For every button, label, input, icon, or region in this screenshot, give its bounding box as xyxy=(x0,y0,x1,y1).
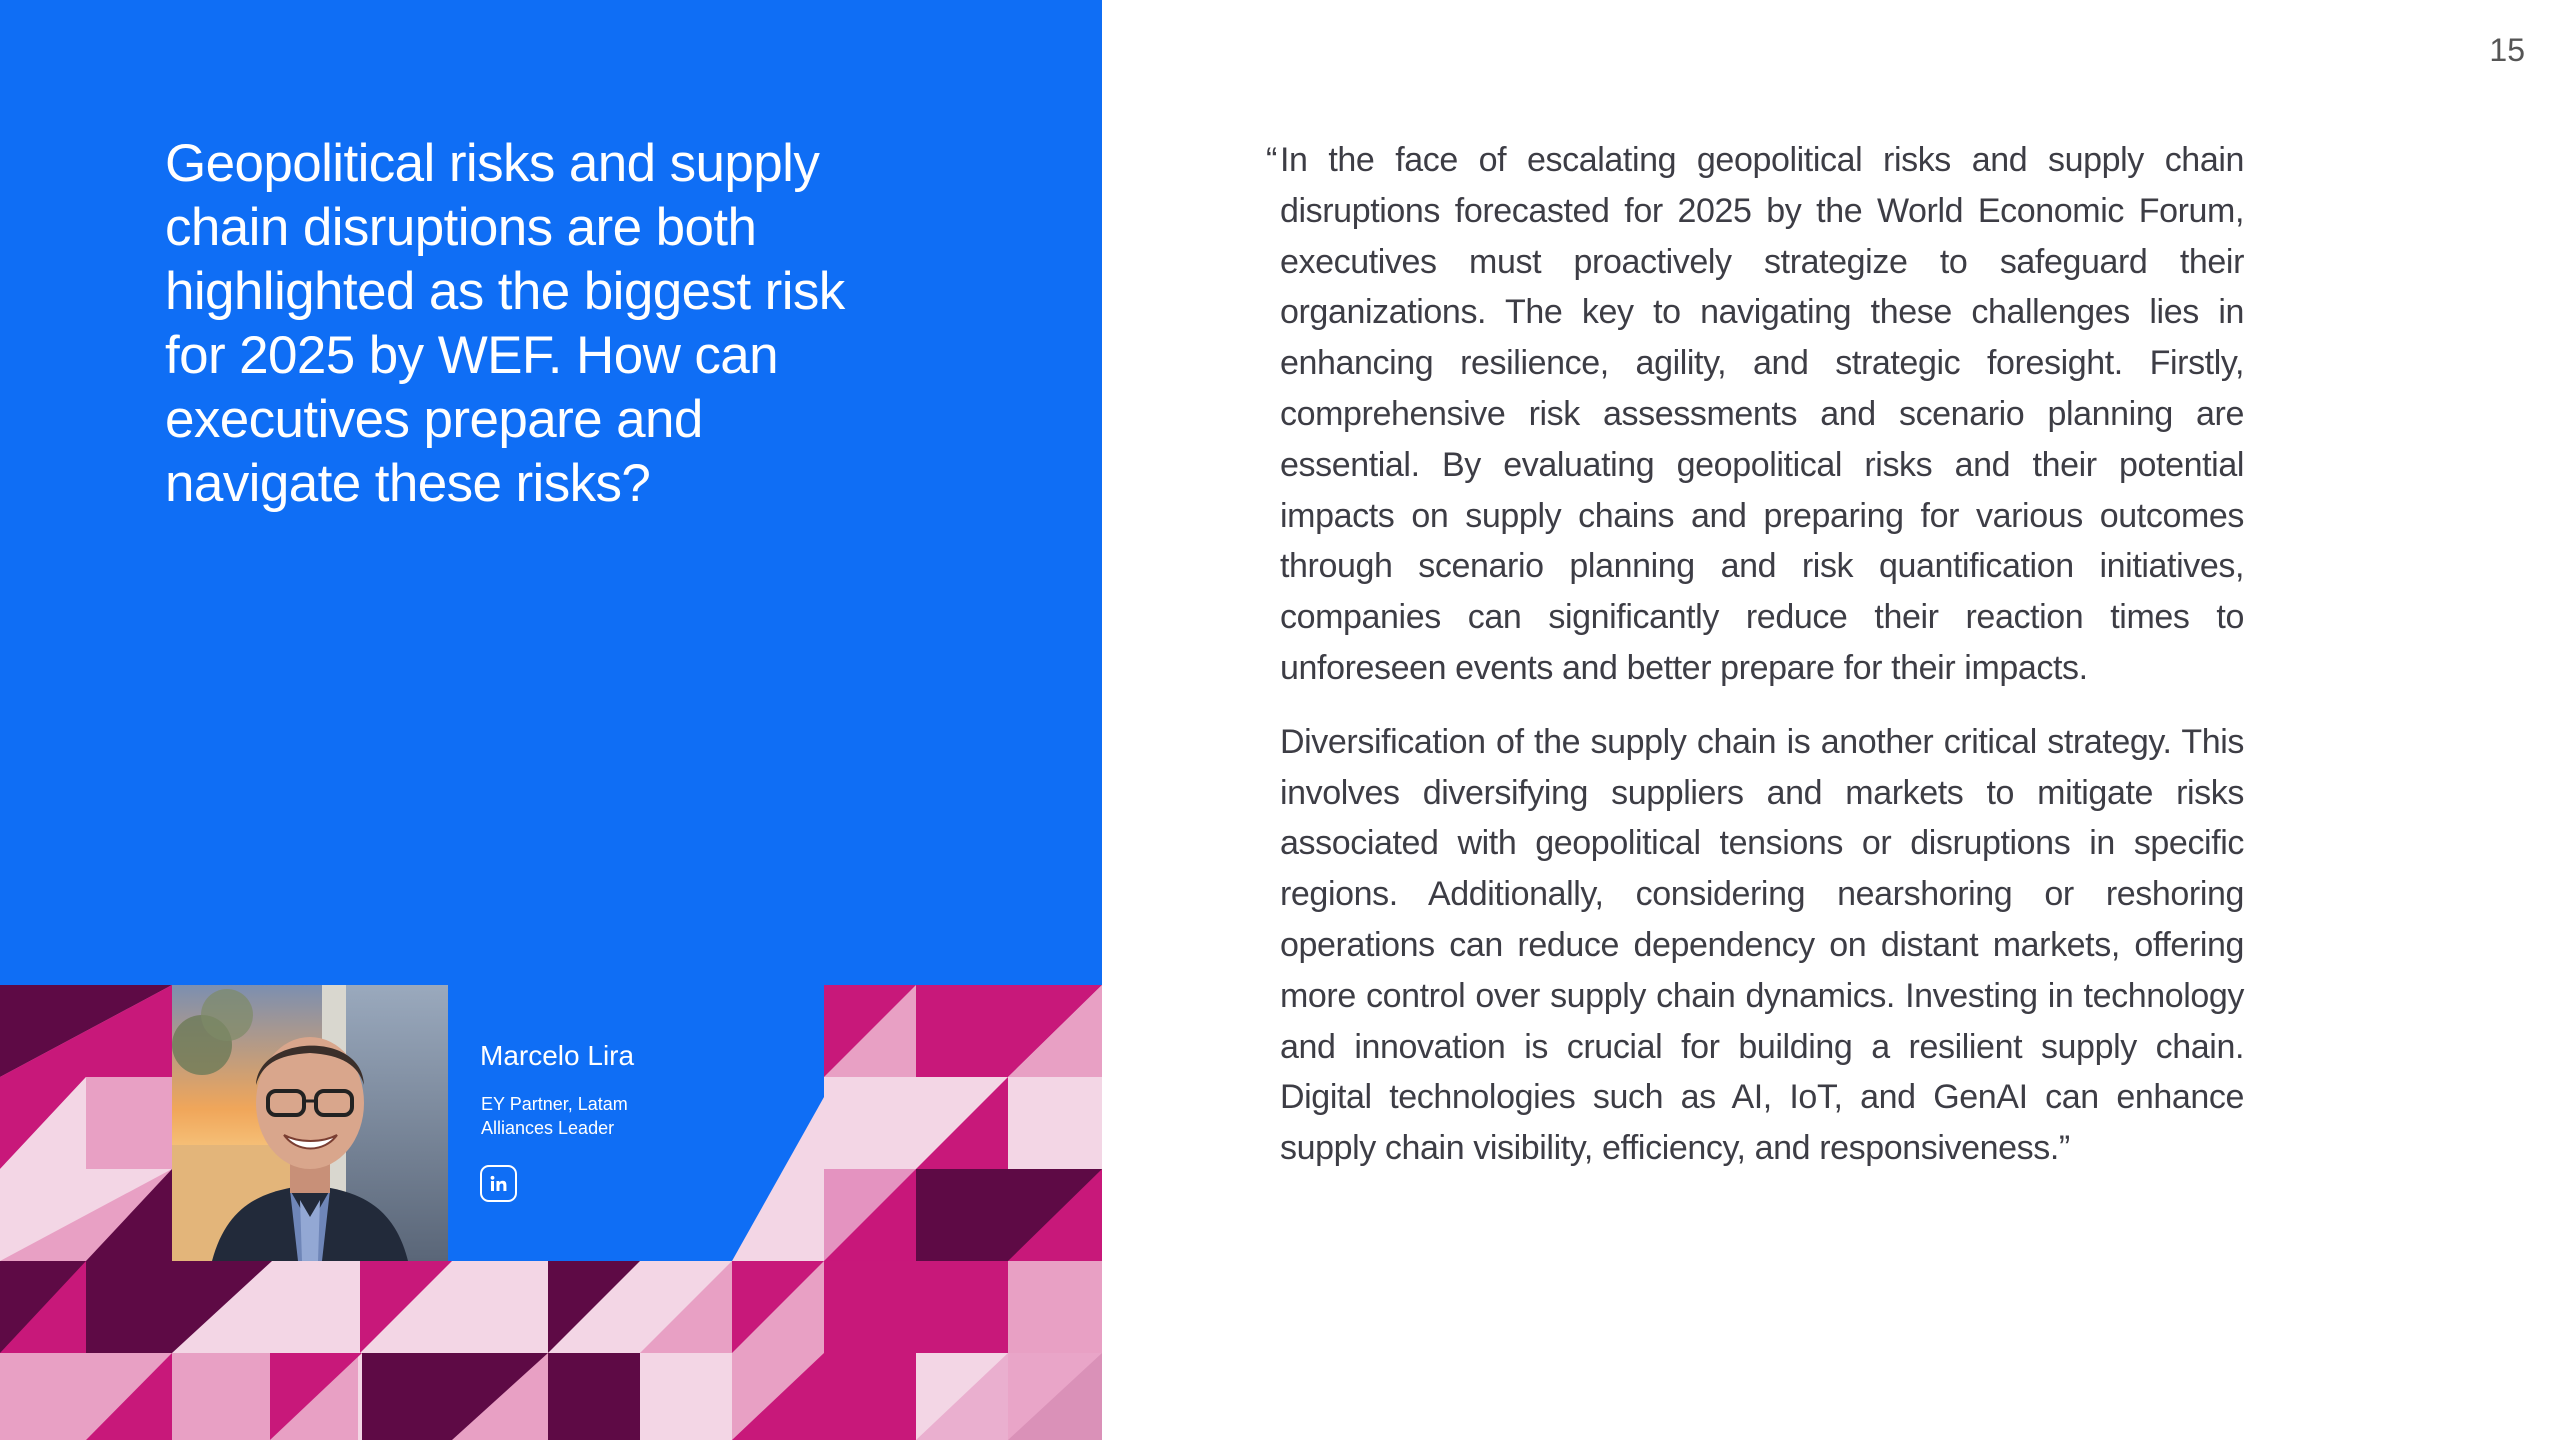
quote-open-mark: “ xyxy=(1266,141,1277,179)
linkedin-glyph xyxy=(489,1174,509,1194)
linkedin-icon[interactable] xyxy=(480,1165,517,1202)
page-number: 15 xyxy=(2489,32,2525,68)
headline: Geopolitical risks and supply chain disruptions are both highlighted as the biggest risk for 2025 by WEF. How can executives prepare and navigate these risks? xyxy=(165,134,845,513)
quote-paragraph-1: In the face of escalating geopolitical risks and supply chain disruptions forecasted for 2025 by the World Economic Forum, executives must proactively strategize to safeguard their organizations. The key to navigating these challenges lies in enhancing resilience, agility, and strategic foresight. Firstly, comprehensive risk assessments and scenario planning are essential. By evaluating geopolitical risks and their potential impacts on supply chains and preparing for various outcomes through scenario planning and risk quantification initiatives, companies can significantly reduce their reaction times to unforeseen events and better prepare for their impacts. xyxy=(1280,141,2244,687)
left-panel xyxy=(0,0,1102,1440)
author-title: EY Partner, Latam Alliances Leader xyxy=(481,1094,628,1138)
quote-paragraph-2: Diversification of the supply chain is another critical strategy. This involves diversifying suppliers and markets to mitigate risks associated with geopolitical tensions or disruptions in specific regions. Additionally, considering nearshoring or reshoring operations can reduce dependency on distant markets, offering more control over supply chain dynamics. Investing in technology and innovation is crucial for building a resilient supply chain. Digital technologies such as AI, IoT, and GenAI can enhance supply chain visibility, efficiency, and responsiveness.” xyxy=(1280,722,2244,1168)
quote-block xyxy=(1266,135,2244,1174)
author-photo xyxy=(172,985,448,1261)
author-name: Marcelo Lira xyxy=(480,1040,635,1071)
